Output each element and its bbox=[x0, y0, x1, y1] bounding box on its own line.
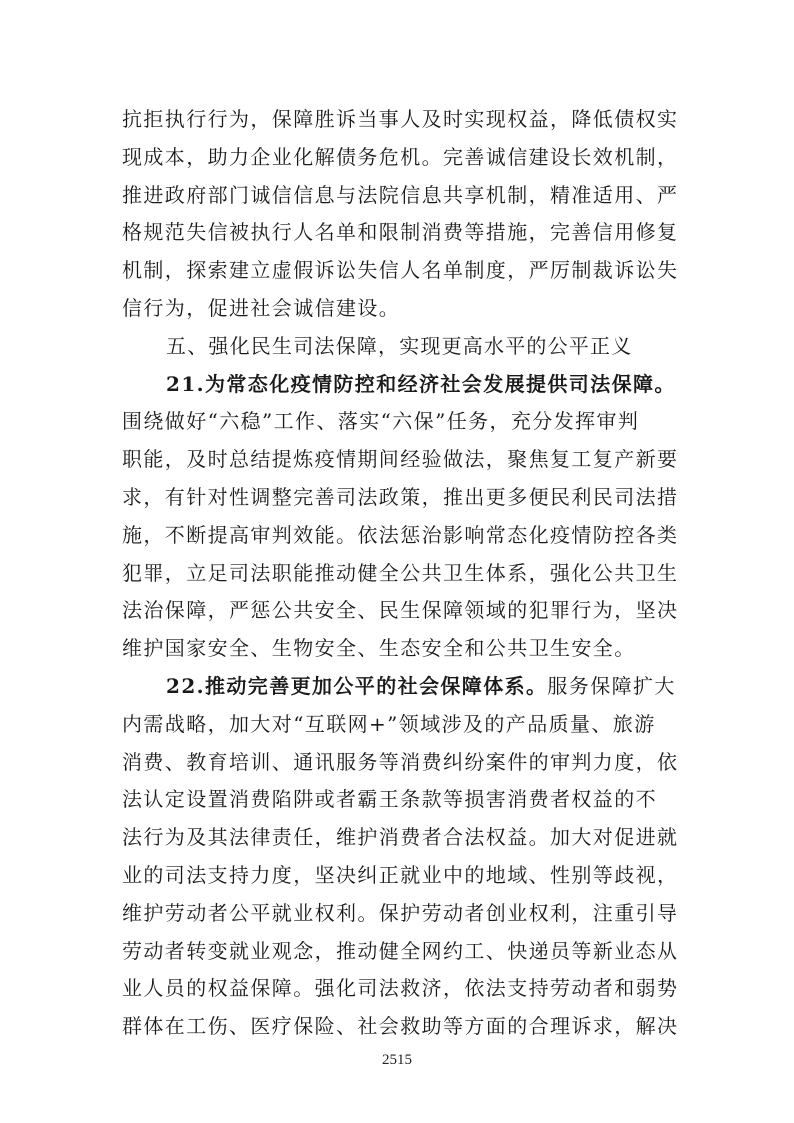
text-line: 法行为及其法律责任，维护消费者合法权益。加大对促进就 bbox=[122, 825, 679, 850]
text-line: 犯罪，立足司法职能推动健全公共卫生体系，强化公共卫生 bbox=[122, 560, 679, 585]
item-21-title: 21.为常态化疫情防控和经济社会发展提供司法保障。 bbox=[166, 371, 676, 396]
text-line: 现成本，助力企业化解债务危机。完善诚信建设长效机制， bbox=[122, 144, 679, 169]
text-line: 信行为，促进社会诚信建设。 bbox=[122, 295, 401, 320]
section-heading: 五、强化民生司法保障，实现更高水平的公平正义 bbox=[166, 333, 633, 358]
text-line: 业人员的权益保障。强化司法救济，依法支持劳动者和弱势 bbox=[122, 976, 679, 1001]
text-line: 抗拒执行行为，保障胜诉当事人及时实现权益，降低债权实 bbox=[122, 107, 679, 131]
text-line: 围绕做好“六稳”工作、落实“六保”任务，充分发挥审判 bbox=[122, 409, 640, 434]
text-line: 维护劳动者公平就业权利。保护劳动者创业权利，注重引导 bbox=[122, 900, 679, 925]
page-number: 2515 bbox=[382, 1052, 412, 1068]
text-line: 法认定设置消费陷阱或者霸王条款等损害消费者权益的不 bbox=[122, 787, 657, 812]
text-line: 职能，及时总结提炼疫情期间经验做法，聚焦复工复产新要 bbox=[122, 447, 679, 472]
text-line: 求，有针对性调整完善司法政策，推出更多便民利民司法措 bbox=[122, 484, 679, 509]
text-line: 法治保障，严惩公共安全、民生保障领域的犯罪行为，坚决 bbox=[122, 598, 679, 623]
text-line: 业的司法支持力度，坚决纠正就业中的地域、性别等歧视， bbox=[122, 862, 679, 887]
text-line: 内需战略，加大对“互联网+”领域涉及的产品质量、旅游 bbox=[122, 711, 656, 736]
text-line: 施，不断提高审判效能。依法惩治影响常态化疫情防控各类 bbox=[122, 522, 679, 547]
text-line: 格规范失信被执行人名单和限制消费等措施，完善信用修复 bbox=[122, 220, 679, 245]
text-line: 推进政府部门诚信信息与法院信息共享机制，精准适用、严 bbox=[122, 182, 679, 207]
item-22-title: 22.推动完善更加公平的社会保障体系。 bbox=[166, 673, 548, 698]
text-line: 劳动者转变就业观念，推动健全网约工、快递员等新业态从 bbox=[122, 938, 679, 963]
item-22-first-line bbox=[122, 668, 682, 706]
text-line: 群体在工伤、医疗保险、社会救助等方面的合理诉求，解决 bbox=[122, 1014, 679, 1039]
item-22-first-rest: 服务保障扩大 bbox=[547, 673, 676, 698]
document-body bbox=[122, 101, 682, 1046]
text-line: 消费、教育培训、通讯服务等消费纠纷案件的审判力度，依 bbox=[122, 749, 679, 774]
text-line: 机制，探索建立虚假诉讼失信人名单制度，严厉制裁诉讼失 bbox=[122, 258, 679, 283]
text-line: 维护国家安全、生物安全、生态安全和公共卫生安全。 bbox=[122, 636, 636, 661]
